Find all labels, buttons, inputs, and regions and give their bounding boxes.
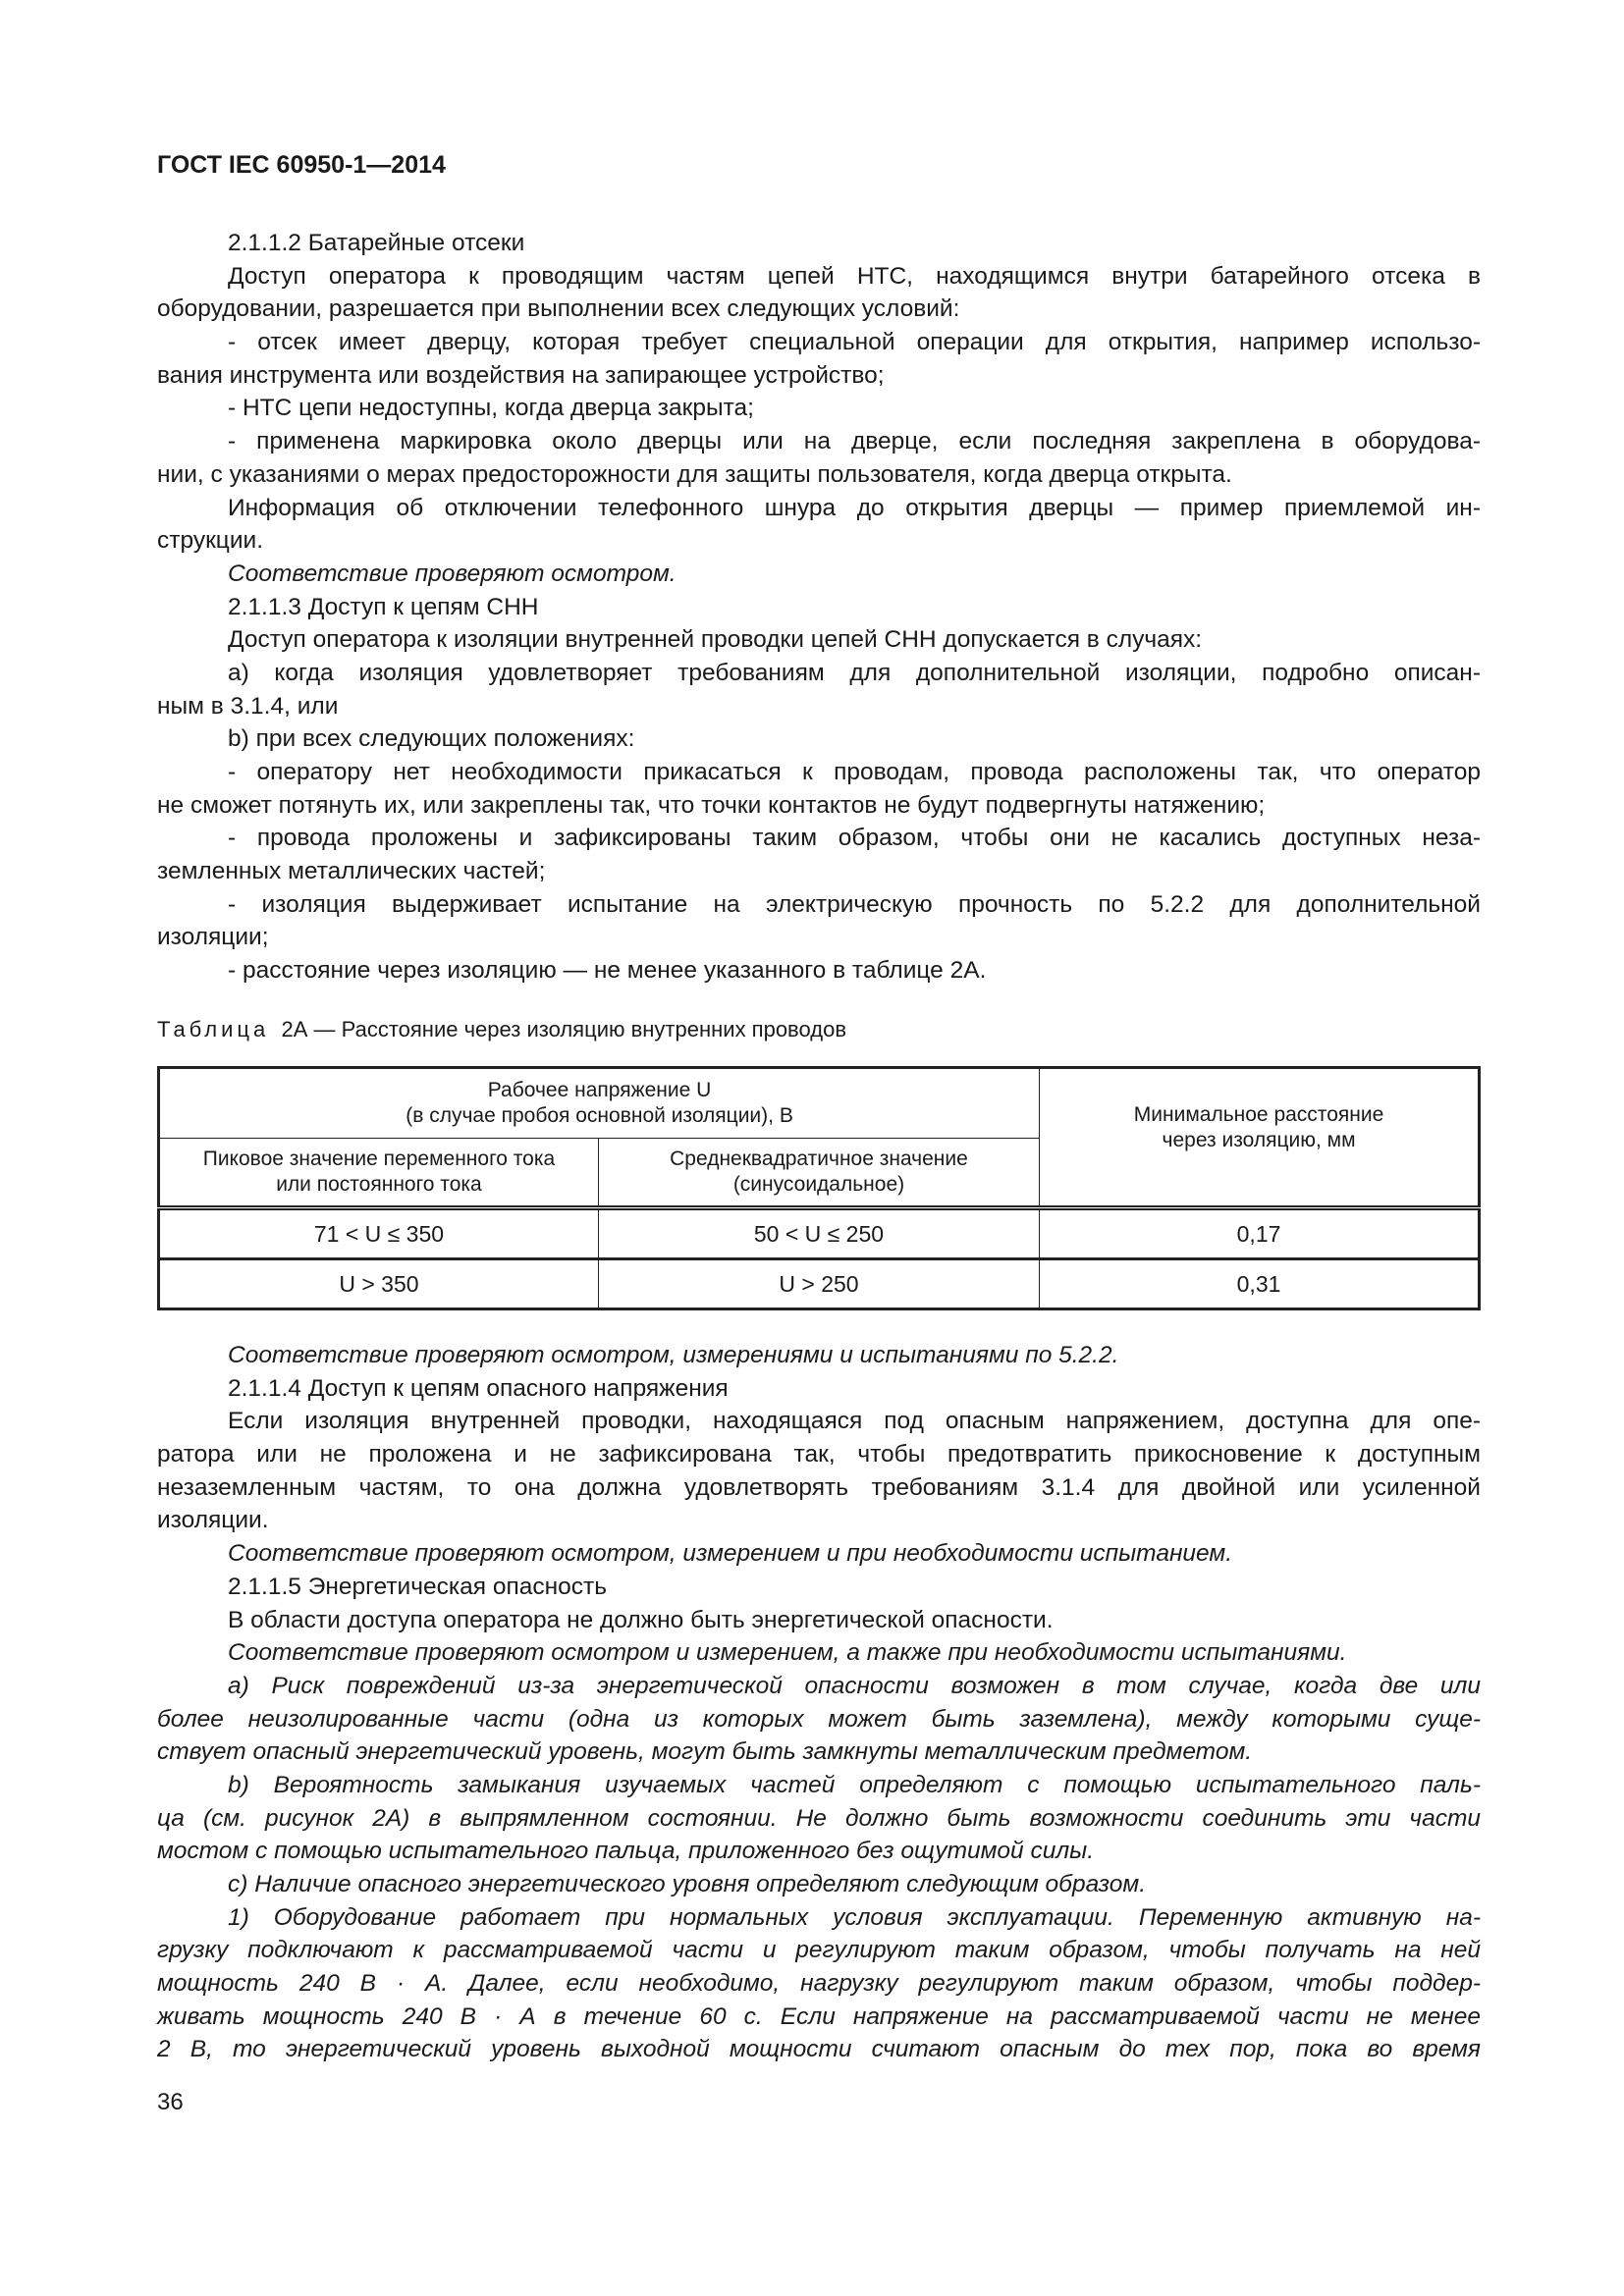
paragraph-line: - изоляция выдерживает испытание на электрическую прочность по 5.2.2 для дополнительной [228, 890, 1481, 918]
paragraph-line: Соответствие проверяют осмотром и измерением, а также при необходимости испытаниями. [228, 1639, 1347, 1667]
paragraph-line: В области доступа оператора не должно быть энергетической опасности. [228, 1606, 1054, 1633]
paragraph-line: Если изоляция внутренней проводки, находящаяся под опасным напряжением, доступна для опе- [228, 1408, 1481, 1435]
paragraph-line: изоляции. [157, 1507, 269, 1534]
paragraph-line: более неизолированные части (одна из которых может быть заземлена), между которыми суще- [157, 1705, 1481, 1733]
table-caption-text: 2А — Расстояние через изоляцию внутренних проводов [281, 1017, 847, 1041]
min-distance-header: Минимальное расстояние через изоляцию, мм [1040, 1068, 1480, 1208]
paragraph-line: Соответствие проверяют осмотром, измерением и при необходимости испытанием. [228, 1540, 1233, 1568]
table-caption-prefix: Таблица [157, 1017, 270, 1041]
paragraph-line: Доступ оператора к изоляции внутренней проводки цепей СНН допускается в случаях: [228, 626, 1203, 654]
paragraph-line: - расстояние через изоляцию — не менее указанного в таблице 2А. [228, 957, 987, 985]
page-number: 36 [157, 2089, 184, 2115]
table-cell: 0,31 [1040, 1259, 1480, 1309]
table-cell: U > 350 [159, 1259, 599, 1309]
paragraph-line: ным в 3.1.4, или [157, 692, 339, 720]
table-cell: 0,17 [1040, 1208, 1480, 1259]
paragraph-line: - отсек имеет дверцу, которая требует специальной операции для открытия, например использо- [228, 329, 1481, 356]
document-header: ГОСТ IEC 60950-1—2014 [157, 151, 446, 179]
working-voltage-header: Рабочее напряжение U (в случае пробоя основной изоляции), В [159, 1068, 1040, 1139]
paragraph-line: струкции. [157, 527, 264, 555]
paragraph-line: не сможет потянуть их, или закреплены так, что точки контактов не будут подвергнуты натяжению; [157, 791, 1266, 819]
paragraph-line: b) Вероятность замыкания изучаемых частей определяют с помощью испытательного паль- [228, 1771, 1481, 1798]
paragraph-line: ствует опасный энергетический уровень, могут быть замкнуты металлическим предметом. [157, 1738, 1253, 1766]
paragraph-line: 2.1.1.2 Батарейные отсеки [228, 230, 525, 256]
paragraph-line: Информация об отключении телефонного шнура до открытия дверцы — пример приемлемой ин- [228, 494, 1481, 521]
paragraph-line: вания инструмента или воздействия на запирающее устройство; [157, 361, 885, 389]
paragraph-line: b) при всех следующих положениях: [228, 725, 635, 753]
paragraph-line: 2.1.1.3 Доступ к цепям СНН [228, 593, 539, 620]
table-caption [157, 1017, 846, 1042]
text-block-before-table [157, 227, 1481, 988]
paragraph-line: земленных металлических частей; [157, 858, 546, 885]
paragraph-line: Доступ оператора к проводящим частям цепей НТС, находящимся внутри батарейного отсека в [228, 262, 1481, 290]
paragraph-line: ца (см. рисунок 2А) в выпрямленном состоянии. Не должно быть возможности соединить эти части [157, 1804, 1481, 1832]
paragraph-line: 2.1.1.5 Энергетическая опасность [228, 1573, 607, 1600]
paragraph-line: 2.1.1.4 Доступ к цепям опасного напряжения [228, 1374, 729, 1402]
rms-voltage-header: Среднеквадратичное значение (синусоидальное) [598, 1139, 1039, 1208]
paragraph-line: - оператору нет необходимости прикасаться к проводам, провода расположены так, что оператор [228, 759, 1481, 785]
table-row [159, 1208, 1480, 1259]
peak-voltage-header: Пиковое значение переменного тока или постоянного тока [159, 1139, 599, 1208]
paragraph-line: 2 В, то энергетический уровень выходной мощности считают опасным до тех пор, пока во время [157, 2036, 1481, 2063]
paragraph-line: - НТС цепи недоступны, когда дверца закрыта; [228, 395, 754, 422]
paragraph-line: - применена маркировка около дверцы или на дверце, если последняя закреплена в оборудова- [228, 428, 1481, 455]
paragraph-line: c) Наличие опасного энергетического уровня определяют следующим образом. [228, 1871, 1147, 1897]
table-cell: U > 250 [598, 1259, 1039, 1309]
paragraph-line: ратора или не проложена и не зафиксирована так, чтобы предотвратить прикосновение к доступным [157, 1441, 1481, 1468]
insulation-distance-table [157, 1066, 1481, 1310]
paragraph-line: - провода проложены и зафиксированы таким образом, чтобы они не касались доступных неза- [228, 825, 1481, 852]
text-block-after-table [157, 1339, 1481, 2066]
paragraph-line: Соответствие проверяют осмотром. [228, 560, 677, 587]
paragraph-line: 1) Оборудование работает при нормальных условия эксплуатации. Переменную активную на- [228, 1903, 1481, 1931]
paragraph-line: изоляции; [157, 924, 269, 951]
paragraph-line: Соответствие проверяют осмотром, измерениями и испытаниями по 5.2.2. [228, 1342, 1119, 1368]
paragraph-line: незаземленным частям, то она должна удовлетворять требованиям 3.1.4 для двойной или усиленной [157, 1473, 1481, 1501]
paragraph-line: мостом с помощью испытательного пальца, приложенного без ощутимой силы. [157, 1838, 1095, 1865]
table-cell: 71 < U ≤ 350 [159, 1208, 599, 1259]
table-cell: 50 < U ≤ 250 [598, 1208, 1039, 1259]
table-row [159, 1259, 1480, 1309]
paragraph-line: грузку подключают к рассматриваемой части и регулируют таким образом, чтобы получать на ней [157, 1937, 1481, 1964]
paragraph-line: а) когда изоляция удовлетворяет требованиям для дополнительной изоляции, подробно описан- [228, 659, 1481, 686]
paragraph-line: a) Риск повреждений из-за энергетической опасности возможен в том случае, когда две или [228, 1672, 1481, 1699]
paragraph-line: живать мощность 240 В · А в течение 60 с. Если напряжение на рассматриваемой части не менее [157, 2002, 1481, 2030]
paragraph-line: нии, с указаниями о мерах предосторожности для защиты пользователя, когда дверца открыта. [157, 460, 1232, 488]
paragraph-line: оборудовании, разрешается при выполнении всех следующих условий: [157, 295, 960, 323]
paragraph-line: мощность 240 В · А. Далее, если необходимо, нагрузку регулируют таким образом, чтобы поддер- [157, 1970, 1481, 1998]
